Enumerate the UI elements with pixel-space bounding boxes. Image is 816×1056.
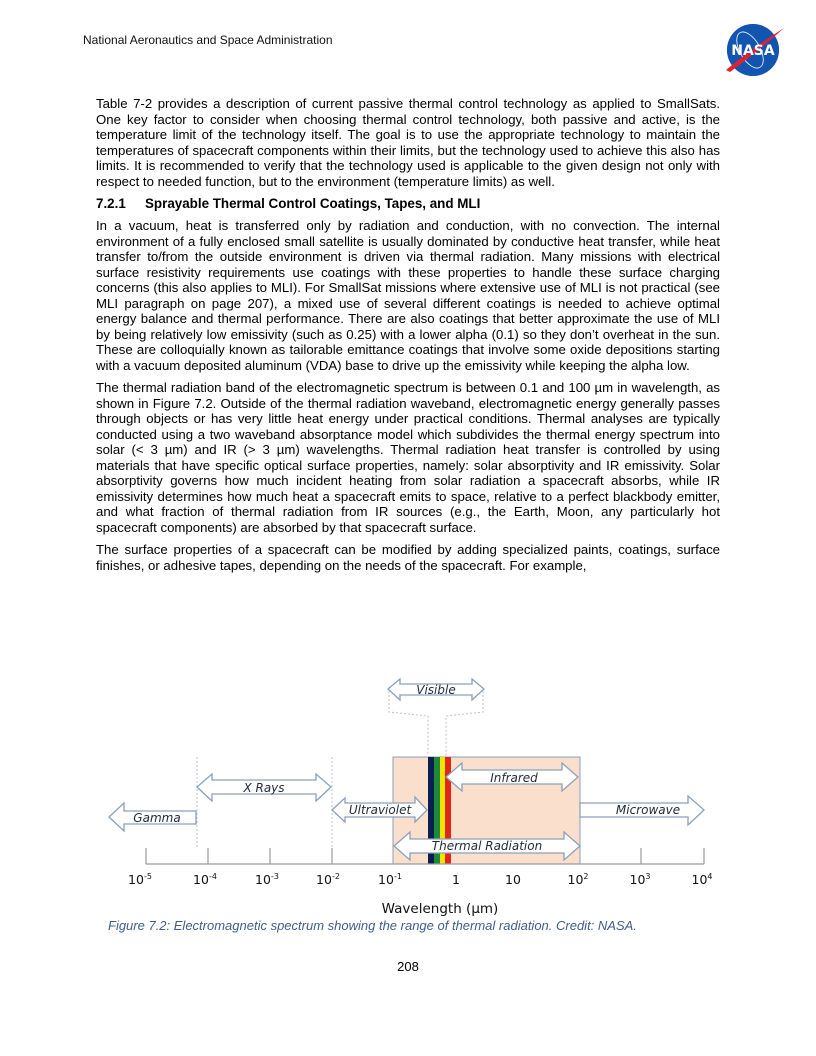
axis-title: Wavelength (µm) [381, 901, 499, 917]
svg-text:10-1: $10^{-1}$ [378, 872, 402, 887]
intro-paragraph: Table 7-2 provides a description of current passive thermal control technology as applied to SmallSats. One key factor to consider when choosing thermal control technology, both passive and active, is the temperature limit of the technology itself. The goal is to use the appropriate technology to maintain the temperatures of spacecraft components within their limits, but the technology used to achieve this also has limits. It is recommended to verify that the technology used is applicable to the given design not only with respect to needed function, but to the environment (temperature limits) as well. [96, 96, 720, 189]
body-paragraph: The thermal radiation band of the electromagnetic spectrum is between 0.1 and 100 µm in wavelength, as shown in Figure 7.2. Outside of the thermal radiation waveband, electromagnetic energy generally passes through objects or has very little heat energy under practical conditions. Thermal analyses are typically conducted using a two waveband absorptance model which subdivides the thermal energy spectrum into solar (< 3 µm) and IR (> 3 µm) wavelengths. Thermal radiation heat transfer is controlled by using materials that have specific optical surface properties, namely: solar absorptivity and IR emissivity. Solar absorptivity governs how much incident heating from solar radiation a spacecraft absorbs, while IR emissivity determines how much heat a spacecraft emits to space, relative to a perfect blackbody emitter, and what fraction of thermal radiation from IR sources (e.g., the Earth, Moon, any particularly hot spacecraft components) are absorbed by that spacecraft surface. [96, 380, 720, 535]
svg-text:10: 10 [505, 872, 521, 887]
svg-text:NASA: NASA [731, 43, 775, 59]
svg-text:Microwave: Microwave [615, 803, 681, 817]
gamma-band-arrow [109, 803, 196, 831]
svg-text:10-2: $10^{-2}$ [316, 872, 340, 887]
svg-text:104: $10^4$ [691, 872, 713, 887]
body-paragraph: In a vacuum, heat is transferred only by radiation and conduction, with no convection. The internal environment of a fully enclosed small satellite is usually dominated by conductive heat transfer, while heat transfer to/from the outside environment is driven via thermal radiation. Many missions with electrical surface resistivity requirements use coatings with these properties to handle these surface charging concerns (this also applies to MLI). For SmallSat missions where extensive use of MLI is not practical (see MLI paragraph on page 207), a mixed use of several different coatings is needed to achieve optimal energy balance and thermal performance. There are also coatings that better approximate the use of MLI by being relatively low emissivity (such as 0.25) with a lower alpha (0.1) so they don’t overheat in the sun. These are colloquially known as tailorable emittance coatings that involve some oxide depositions starting with a vacuum deposited aluminum (VDA) base to drive up the emissivity while keeping the alpha low. [96, 218, 720, 373]
organization-name: National Aeronautics and Space Administration [83, 33, 333, 47]
tick-labels [128, 872, 712, 887]
svg-text:Infrared: Infrared [490, 771, 538, 785]
svg-text:1: 1 [452, 872, 460, 887]
svg-text:Thermal Radiation: Thermal Radiation [431, 839, 543, 853]
xrays-band-arrow [197, 774, 331, 801]
electromagnetic-spectrum-figure [100, 670, 720, 930]
svg-text:103: $10^3$ [629, 872, 651, 887]
figure-caption: Figure 7.2: Electromagnetic spectrum showing the range of thermal radiation. Credit: NASA. [108, 918, 637, 933]
microwave-band-arrow [580, 796, 704, 825]
svg-text:102: $10^2$ [567, 872, 589, 887]
body-paragraph: The surface properties of a spacecraft can be modified by adding specialized paints, coatings, surface finishes, or adhesive tapes, depending on the needs of the spacecraft. For example, [96, 542, 720, 573]
svg-text:10-4: $10^{-4}$ [193, 872, 217, 887]
page-number: 208 [397, 959, 419, 974]
svg-text:Visible: Visible [416, 683, 456, 697]
visible-band-arrow [388, 679, 484, 700]
main-content [96, 96, 720, 580]
section-number: 7.2.1 [96, 196, 126, 211]
section-heading [96, 196, 720, 212]
svg-text:X Rays: X Rays [243, 781, 285, 795]
svg-text:10-3: $10^{-3}$ [255, 872, 279, 887]
nasa-logo-icon [720, 20, 786, 80]
svg-text:10-5: $10^{-5}$ [128, 872, 152, 887]
section-title: Sprayable Thermal Control Coatings, Tapes, and MLI [145, 196, 481, 211]
svg-text:Ultraviolet: Ultraviolet [348, 803, 412, 817]
svg-text:Gamma: Gamma [133, 811, 181, 825]
